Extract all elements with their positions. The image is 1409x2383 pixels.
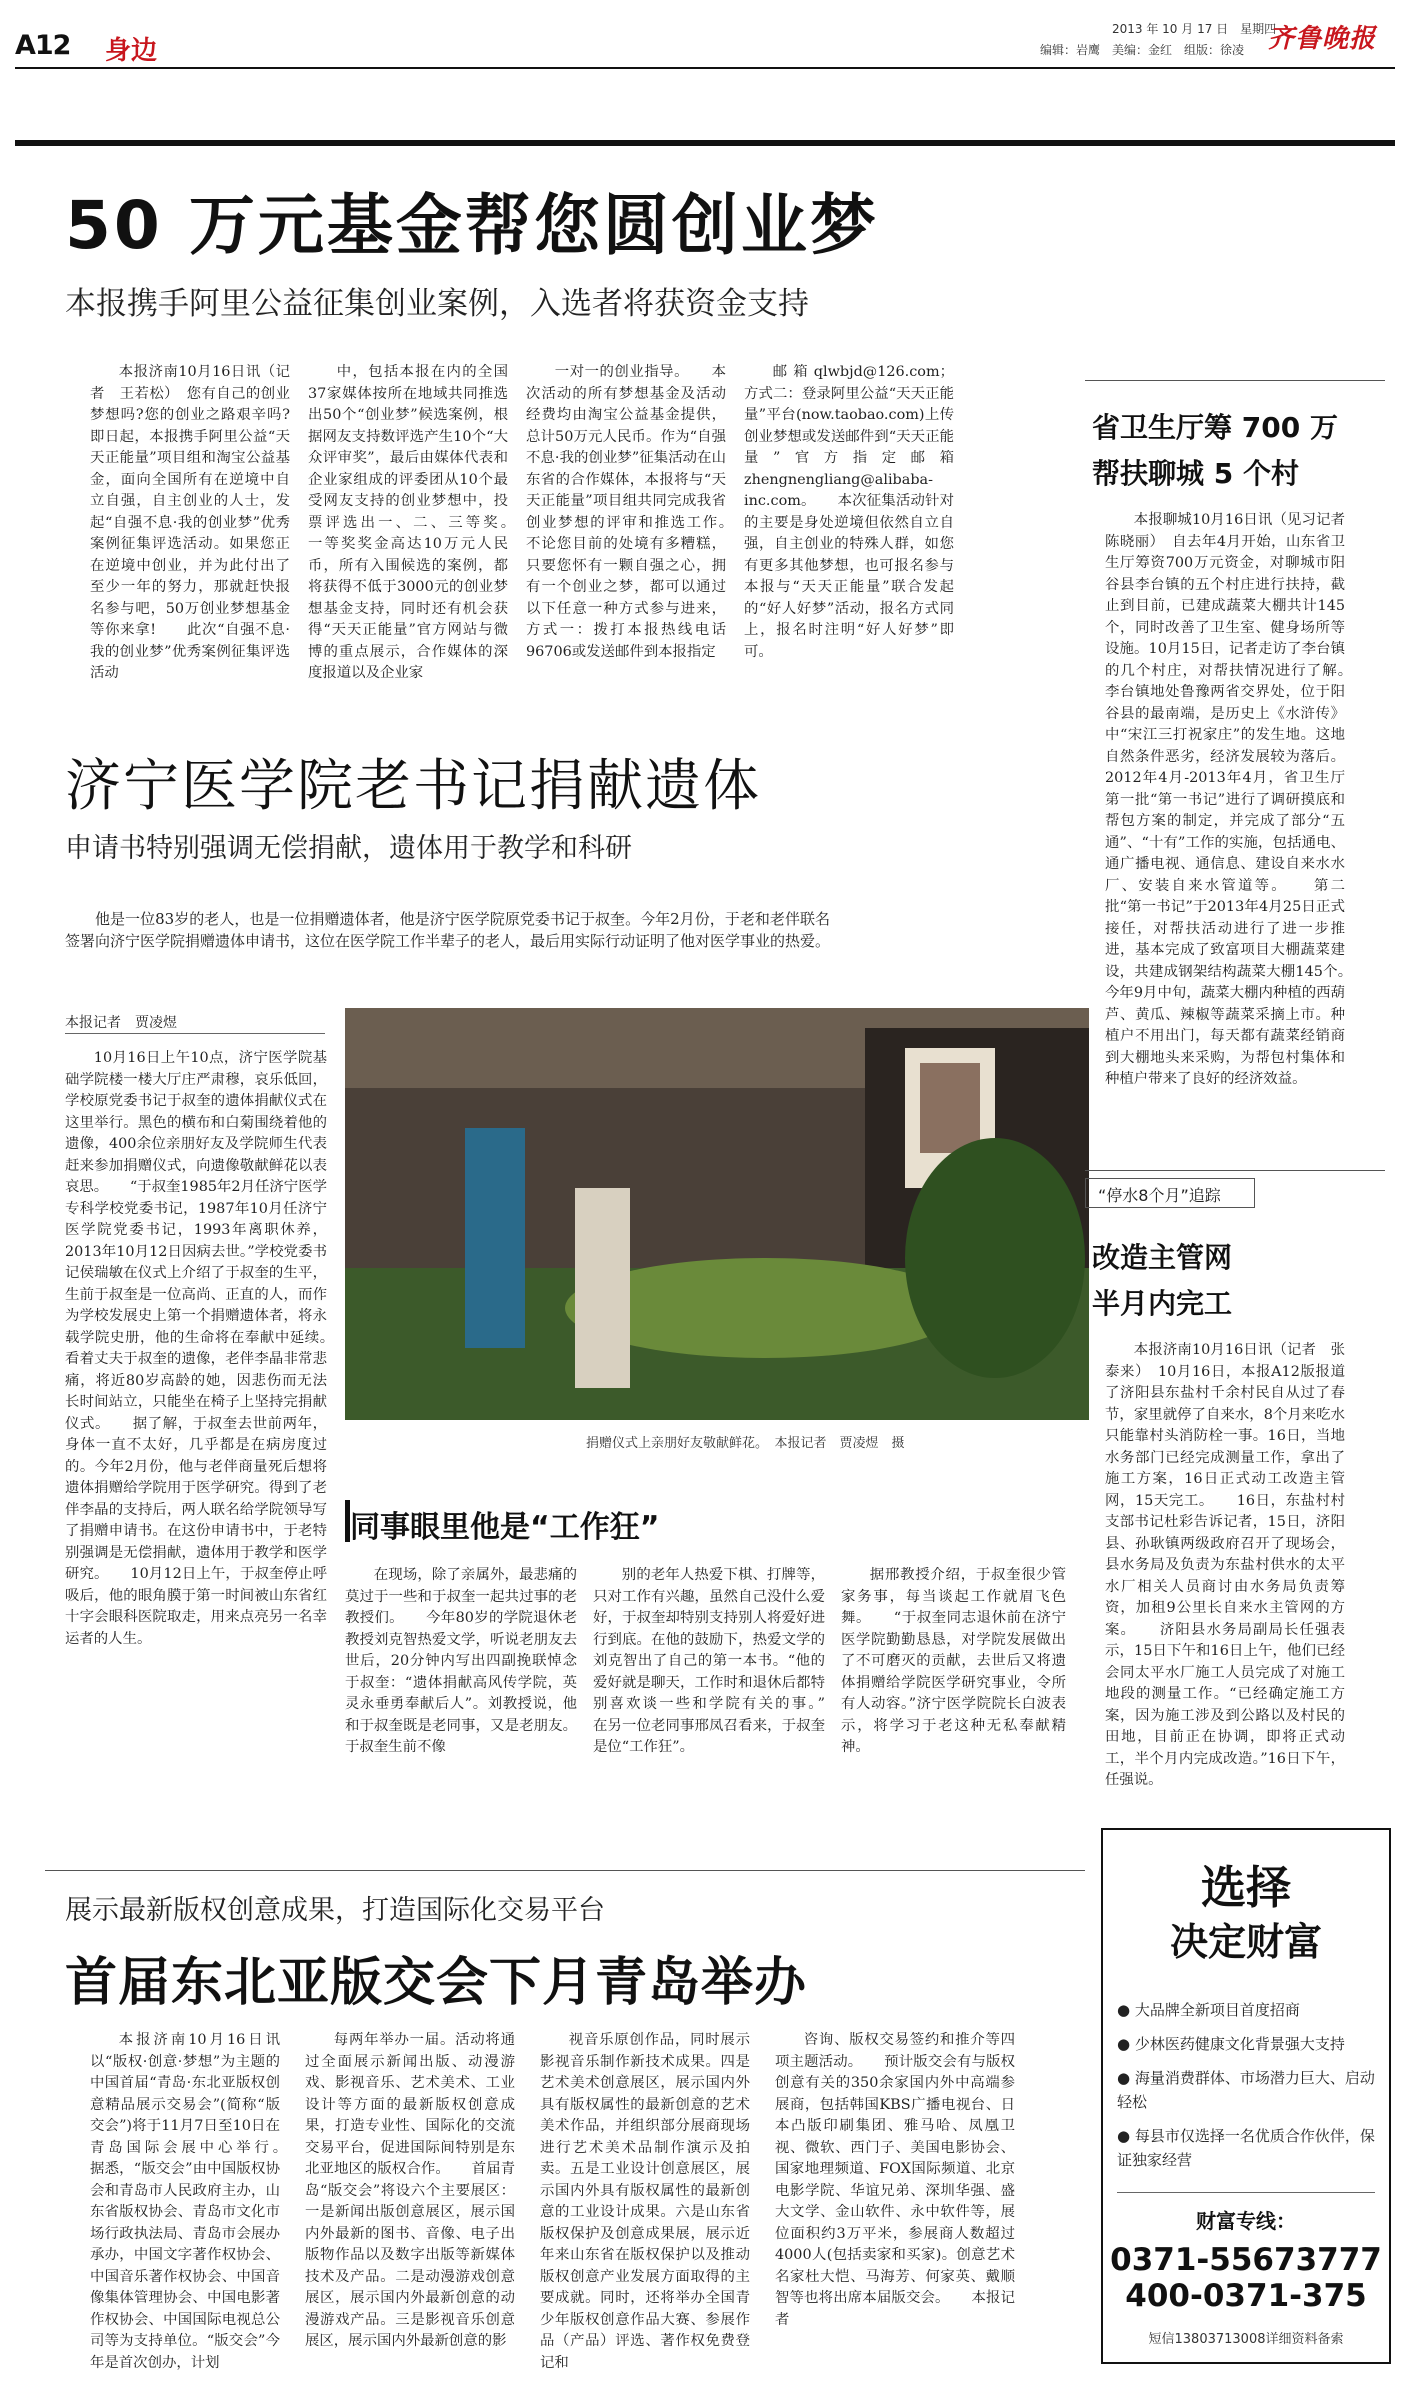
page-number: A12 bbox=[15, 30, 71, 61]
story3-rule bbox=[45, 1870, 1085, 1871]
side1-headline-line2: 帮扶聊城 5 个村 bbox=[1092, 457, 1299, 490]
story2-byline: 本报记者 贾凌煜 bbox=[65, 1015, 177, 1031]
ad-divider bbox=[1117, 2192, 1375, 2193]
ad-footnote: 短信13803713008详细资料备索 bbox=[1148, 2332, 1344, 2347]
story1-col1: 本报济南10月16日讯（记者 王若松） 您有自己的创业梦想吗?您的创业之路艰辛吗?即日起，本报携手阿里公益“天天正能量”项目组和淘宝公益基金，面向全国所有在逆境中自立自强，自主创业的人士，发起“自强不息·我的创业梦”优秀案例征集评选活动。如果您正在逆境中创业，并为此付出了至少一年的努力，那就赶快报名参与吧，50万创业梦想基金等你来拿! 此次“自强不息·我的创业梦”优秀案例征集评选活动 bbox=[90, 364, 290, 681]
ad-hotline-label: 财富专线： bbox=[1196, 2209, 1296, 2233]
header-rule bbox=[15, 67, 1395, 69]
side1-headline-line1: 省卫生厅筹 700 万 bbox=[1092, 411, 1338, 444]
ad-item: ● 海量消费群体、市场潜力巨大、启动轻松 bbox=[1117, 2069, 1375, 2111]
advertisement bbox=[1101, 1828, 1391, 2364]
side2-headline-line1: 改造主管网 bbox=[1092, 1241, 1233, 1274]
story1-headline: 50 万元基金帮您圆创业梦 bbox=[65, 187, 879, 264]
story2-byline-rule bbox=[65, 1033, 325, 1034]
ad-phone-2: 400-0371-375 bbox=[1125, 2278, 1367, 2314]
story2-col1: 10月16日上午10点，济宁医学院基础学院楼一楼大厅庄严肃穆，哀乐低回，学校原党委书记于叔奎的遗体捐献仪式在这里举行。黑色的横布和白菊围绕着他的遗像，400余位亲朋好友及学院师生代表赶来参加捐赠仪式，向遗像敬献鲜花以表哀思。 “于叔奎1985年2月任济宁医学专科学校党委书记，1987年10月任济宁医学院党委书记，1993年离职休养，2013年10月12日因病去世。”学校党委书记侯瑞敏在仪式上介绍了于叔奎的生平，生前于叔奎是一位高尚、正直的人，而作为学校发展史上第一个捐赠遗体者，将永载学院史册，他的生命将在奉献中延续。 看着丈夫于叔奎的遗像，老伴李晶非常悲痛，将近80岁高龄的她，因悲伤而无法长时间站立，只能坐在椅子上坚持完捐献仪式。 据了解，于叔奎去世前两年，身体一直不太好，几乎都是在病房度过的。今年2月份，他与老伴商量死后想将遗体捐赠给学院用于医学研究。得到了老伴李晶的支持后，两人联名给学院领导写了捐赠申请书。在这份申请书中，于老特别强调是无偿捐献，遗体用于教学和医学研究。 10月12日上午，于叔奎停止呼吸后，他的眼角膜于第一时间被山东省红十字会眼科医院取走，用来点亮另一名幸运者的人生。 bbox=[65, 1050, 327, 1647]
section-name: 身边 bbox=[105, 36, 158, 66]
side2-rule bbox=[1085, 1170, 1385, 1171]
side2-tag-label: “停水8个月”追踪 bbox=[1098, 1186, 1221, 1205]
side2-headline-line2: 半月内完工 bbox=[1092, 1287, 1233, 1320]
story2-sub-col2: 别的老年人热爱下棋、打牌等，只对工作有兴趣，虽然自己没什么爱好，于叔奎却特别支持别人将爱好进行到底。在他的鼓励下，热爱文学的刘克智出了自己的第一本书。“他的爱好就是聊天，工作时和退休后都特别喜欢谈一些和学院有关的事。” 在另一位老同事邢凤召看来，于叔奎是位“工作狂”。 bbox=[593, 1567, 825, 1755]
editors-line: 编辑：岩鹰 美编：金红 组版：徐凌 bbox=[1040, 43, 1245, 57]
story3-col3: 视音乐原创作品，同时展示影视音乐制作新技术成果。四是艺术美术创意展区，展示国内外具有版权属性的最新创意的艺术美术作品，并组织部分展商现场进行艺术美术品制作演示及拍卖。五是工业设计创意展区，展示国内外具有版权属性的最新创意的工业设计成果。六是山东省版权保护及创意成果展，展示近年来山东省在版权保护以及推动版权创意产业发展方面取得的主要成就。同时，还将举办全国青少年版权创意作品大赛、参展作品（产品）评选、著作权免费登记和 bbox=[540, 2032, 750, 2370]
ad-item: ● 大品牌全新项目首度招商 bbox=[1117, 2001, 1300, 2019]
story1-subheadline: 本报携手阿里公益征集创业案例，入选者将获资金支持 bbox=[65, 286, 809, 322]
newspaper-logo: 齐鲁晚报 bbox=[1268, 24, 1377, 54]
story3-kicker: 展示最新版权创意成果，打造国际化交易平台 bbox=[65, 1895, 605, 1926]
side1-body: 本报聊城10月16日讯（见习记者 陈晓丽） 自去年4月开始，山东省卫生厅筹资700万元资金，对聊城市阳谷县李台镇的五个村庄进行扶持，截止到目前，已建成蔬菜大棚共计145个，同时改善了卫生室、健身场所等设施。10月15日，记者走访了李台镇的几个村庄，对帮扶情况进行了解。 李台镇地处鲁豫两省交界处，位于阳谷县的最南端，是历史上《水浒传》中“宋江三打祝家庄”的发生地。这地自然条件恶劣，经济发展较为落后。2012年4月-2013年4月，省卫生厅第一批“第一书记”进行了调研摸底和帮包方案的制定，并完成了部分“五通”、“十有”工作的实施，包括通电、通广播电视、通信息、建设自来水水厂、安装自来水管道等。 第二批“第一书记”于2013年4月25日正式接任，对帮扶活动进行了进一步推进，基本完成了致富项目大棚蔬菜建设，共建成钢架结构蔬菜大棚145个。 今年9月中旬，蔬菜大棚内种植的西葫芦、黄瓜、辣椒等蔬菜采摘上市。种植户不用出门，每天都有蔬菜经销商到大棚地头来采购，为帮包村集体和种植户带来了良好的经济效益。 bbox=[1105, 512, 1345, 1087]
photo-illustration bbox=[345, 1008, 1089, 1420]
story1-col4: 邮箱qlwbjd@126.com；方式二：登录阿里公益“天天正能量”平台(now.taobao.com)上传创业梦想或发送邮件到“天天正能量”官方指定邮箱zhengnengliang@alibaba-inc.com。 本次征集活动针对的主要是身处逆境但依然自立自强，自主创业的特殊人群，如您有更多其他梦想，也可报名参与本报与“天天正能量”联合发起的“好人好梦”活动，报名方式同上，报名时注明“好人好梦”即可。 bbox=[744, 364, 954, 660]
ad-item: ● 每县市仅选择一名优质合作伙伴，保证独家经营 bbox=[1117, 2127, 1375, 2169]
ad-phone-1: 0371-55673777 bbox=[1110, 2242, 1382, 2278]
story2-lead: 他是一位83岁的老人，也是一位捐赠遗体者，他是济宁医学院原党委书记于叔奎。今年2月份，于老和老伴联名签署向济宁医学院捐赠遗体申请书，这位在医学院工作半辈子的老人，最后用实际行动证明了他对医学事业的热爱。 bbox=[65, 910, 830, 950]
story3-col1: 本报济南10月16日讯 以“版权·创意·梦想”为主题的中国首届“青岛·东北亚版权创意精品展示交易会”(简称“版交会”)将于11月7日至10日在青岛国际会展中心举行。 据悉，“版交会”由中国版权协会和青岛市人民政府主办，山东省版权协会、青岛市文化市场行政执法局、青岛市会展办承办，中国文字著作权协会、中国音乐著作权协会、中国音像集体管理协会、中国电影著作权协会、中国国际电视总公司等为支持单位。“版交会”今年是首次创办，计划 bbox=[90, 2032, 280, 2370]
story3-headline: 首届东北亚版交会下月青岛举办 bbox=[65, 1953, 808, 2013]
story2-sub-col1: 在现场，除了亲属外，最悲痛的莫过于一些和于叔奎一起共过事的老教授们。 今年80岁的学院退休老教授刘克智热爱文学，听说老朋友去世后，20分钟内写出四副挽联悼念于叔奎：“遗体捐献高风传学院，英灵永垂勇奉献后人”。刘教授说，他和于叔奎既是老同事，又是老朋友。于叔奎生前不像 bbox=[345, 1567, 577, 1755]
issue-date: 2013 年 10 月 17 日 星期四 bbox=[1112, 22, 1277, 36]
story2-headline: 济宁医学院老书记捐献遗体 bbox=[65, 754, 761, 819]
story2-subhead: 同事眼里他是“工作狂” bbox=[350, 1510, 660, 1545]
story2-subhead-rule bbox=[345, 1500, 350, 1542]
ad-items bbox=[1117, 1998, 1375, 2172]
story2-subheadline: 申请书特别强调无偿捐献，遗体用于教学和科研 bbox=[65, 833, 632, 864]
donation-ceremony-photo bbox=[345, 1008, 1089, 1420]
story3-col4: 咨询、版权交易签约和推介等四项主题活动。 预计版交会有与版权创意有关的350余家国内外中高端参展商，包括韩国KBS广播电视台、日本凸版印刷集团、雅马哈、凤凰卫视、微软、西门子、美国电影协会、国家地理频道、FOX国际频道、北京电影学院、华谊兄弟、深圳华强、盛大文学、金山软件、永中软件等，展位面积约3万平米，参展商人数超过4000人(包括卖家和买家)。创意艺术名家杜大恺、马海芳、何家英、戴顺智等也将出席本届版交会。 本报记者 bbox=[775, 2032, 1015, 2328]
side1-rule bbox=[1085, 380, 1385, 381]
story1-col3: 一对一的创业指导。 本次活动的所有梦想基金及活动经费均由淘宝公益基金提供，总计50万元人民币。作为“自强不息·我的创业梦”征集活动在山东省的合作媒体，本报将与“天天正能量”项目组共同完成我省创业梦想的评审和推选工作。 不论您目前的处境有多糟糕，只要您怀有一颗自强之心，拥有一个创业之梦，都可以通过以下任意一种方式参与进来，方式一：拨打本报热线电话96706或发送邮件到本报指定 bbox=[526, 364, 726, 660]
top-rule bbox=[15, 140, 1395, 146]
ad-item: ● 少林医药健康文化背景强大支持 bbox=[1117, 2035, 1345, 2053]
story1-col2: 中，包括本报在内的全国37家媒体按所在地域共同推选出50个“创业梦”候选案例，根据网友支持数评选产生10个“大众评审奖”，最后由媒体代表和企业家组成的评委团从10个最受网友支持的创业梦想中，投票评选出一、二、三等奖。 一等奖奖金高达10万元人民币，所有入围候选的案例，都将获得不低于3000元的创业梦想基金支持，同时还有机会获得“天天正能量”官方网站与微博的重点展示，合作媒体的深度报道以及企业家 bbox=[308, 364, 508, 681]
story2-sub-col3: 据邢教授介绍，于叔奎很少管家务事，每当谈起工作就眉飞色舞。 “于叔奎同志退休前在济宁医学院勤勤恳恳，对学院发展做出了不可磨灭的贡献，去世后又将遗体捐赠给学院医学研究事业，令所有人动容。”济宁医学院院长白波表示，将学习于老这种无私奉献精神。 bbox=[841, 1567, 1066, 1755]
side2-body: 本报济南10月16日讯（记者 张泰来） 10月16日，本报A12版报道了济阳县东盐村千余村民自从过了春节，家里就停了自来水，8个月来吃水只能靠村头消防栓一事。16日，当地水务部门已经完成测量工作，拿出了施工方案，16日正式动工改造主管网，15天完工。 16日，东盐村村支部书记杜彩告诉记者，15日，济阳县、孙耿镇两级政府召开了现场会，县水务局及负责为东盐村供水的太平水厂相关人员商讨由水务局负责筹资，加租9公里长自来水主管网的方案。 济阳县水务局副局长任强表示，15日下午和16日上午，他们已经会同太平水厂施工人员完成了对施工地段的测量工作。“已经确定施工方案，因为施工涉及到公路以及村民的田地，目前正在协调，即将正式动工，半个月内完成改造。”16日下午，任强说。 bbox=[1105, 1342, 1345, 1788]
ad-title-line2: 决定财富 bbox=[1169, 1920, 1322, 1964]
ad-title-line1: 选择 bbox=[1200, 1861, 1291, 1914]
story3-col2: 每两年举办一届。活动将通过全面展示新闻出版、动漫游戏、影视音乐、艺术美术、工业设计等方面的最新版权创意成果，打造专业性、国际化的交流交易平台，促进国际间特别是东北亚地区的版权合作。 首届青岛“版交会”将设六个主要展区：一是新闻出版创意展区，展示国内外最新的图书、音像、电子出版物作品以及数字出版等新媒体技术及产品。二是动漫游戏创意展区，展示国内外最新创意的动漫游戏产品。三是影视音乐创意展区，展示国内外最新创意的影 bbox=[305, 2032, 515, 2349]
photo-caption: 捐赠仪式上亲朋好友敬献鲜花。 本报记者 贾凌煜 摄 bbox=[586, 1436, 905, 1451]
